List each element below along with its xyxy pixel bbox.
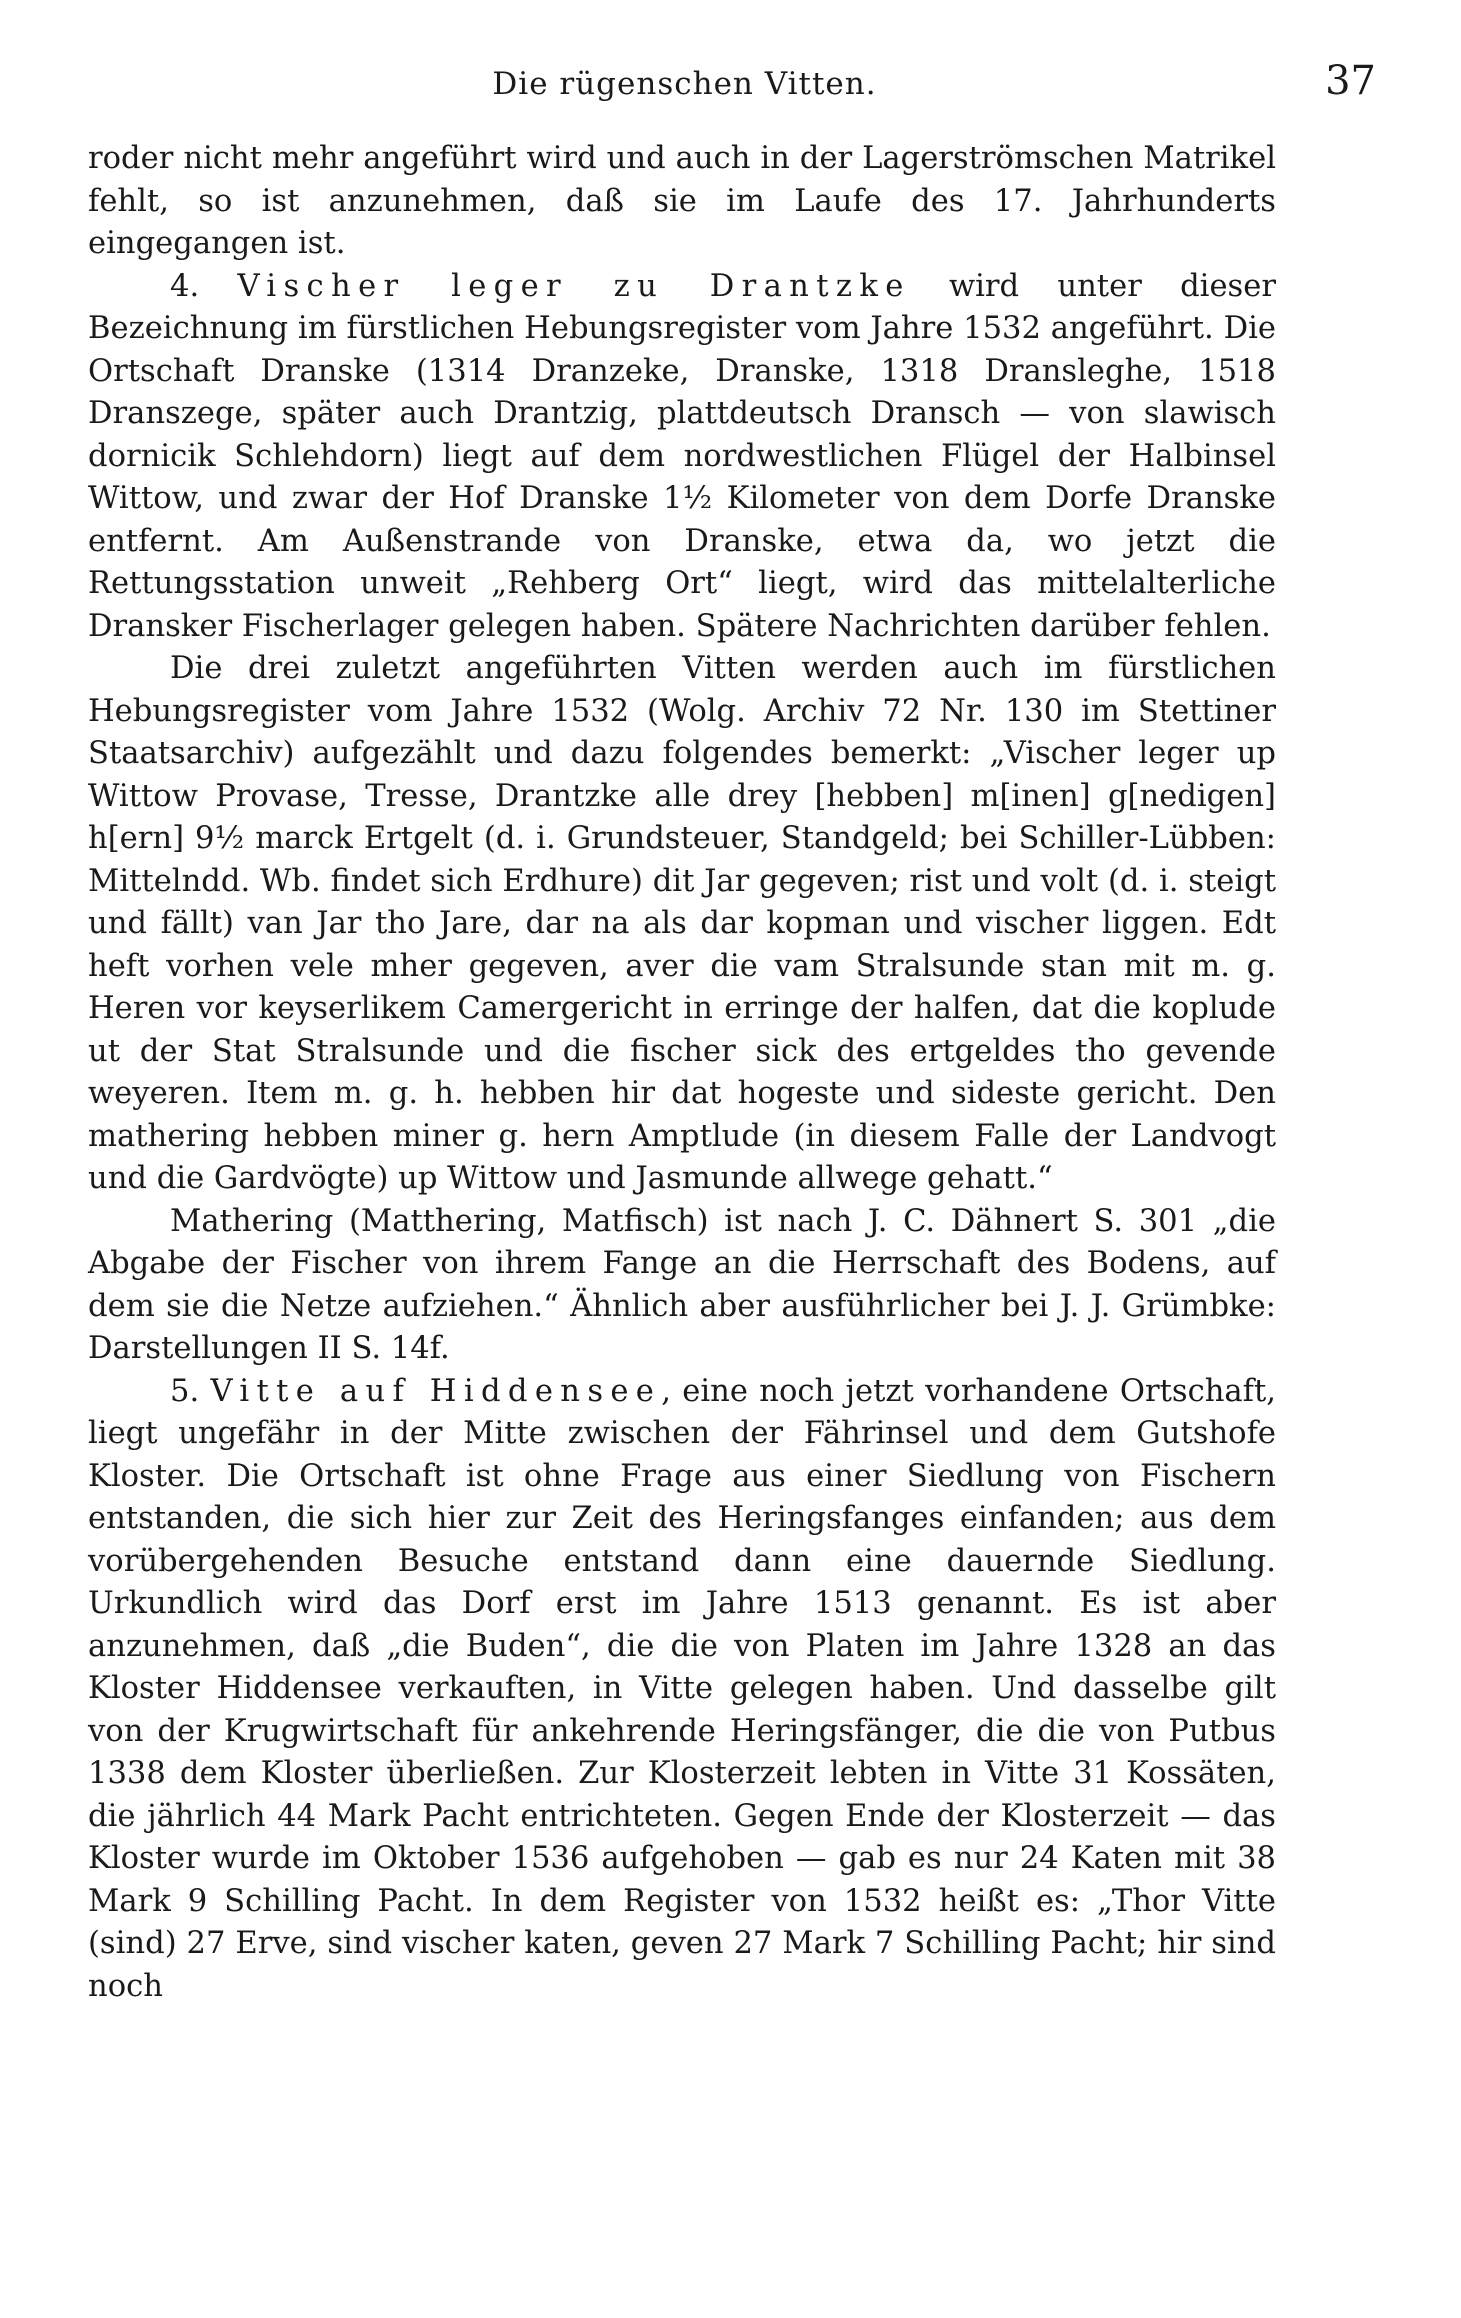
paragraph-continuation: roder nicht mehr angeführt wird und auch in der Lagerströmschen Matrikel fehlt, so ist anzunehmen, daß sie im Laufe des 17. Jahrhunderts eingegangen ist. [88,141,1276,261]
paragraph-hebungsregister-quote: Die drei zuletzt angeführten Vitten werden auch im fürstlichen Hebungsregister vom Jahre 1532 (Wolg. Archiv 72 Nr. 130 im Stettiner Staatsarchiv) aufgezählt und dazu folgendes bemerkt: „Vischer leger up Wittow Provase, Tresse, Drantzke alle drey [hebben] m[inen] g[nedigen] h[ern] 9½ marck Ertgelt (d. i. Grundsteuer, Standgeld; bei Schiller-Lübben: Mittelndd. Wb. findet sich Erdhure) dit Jar gegeven; rist und volt (d. i. steigt und fällt) van Jar tho Jare, dar na als dar kopman und vischer liggen. Edt heft vorhen vele mher gegeven, aver die vam Stralsunde stan mit m. g. Heren vor keyserlikem Camergericht in erringe der halfen, dat die koplude ut der Stat Stralsunde und die fischer sick des ertgeldes tho gevende weyeren. Item m. g. h. hebben hir dat hogeste und sideste gericht. Den mathering hebben miner g. hern Amptlude (in diesem Falle der Landvogt und die Gardvögte) up Wittow und Jasmunde allwege gehatt.“ [88,651,1276,1196]
running-head [88,58,1376,118]
item-heading: Vitte auf Hiddensee [210,1373,662,1409]
item-number: 4. [170,268,238,304]
paragraph-mathering: Mathering (Matthering, Matfisch) ist nach J. C. Dähnert S. 301 „die Abgabe der Fischer von ihrem Fange an die Herrschaft des Bodens, auf dem sie die Netze aufziehen.“ Ähnlich aber ausführlicher bei J. J. Grümbke: Darstellungen II S. 14f. [88,1203,1276,1366]
item-number: 5. [170,1373,211,1409]
body-text [88,138,1276,2008]
page-number: 37 [1325,58,1376,104]
paragraph-text: wird unter dieser Bezeichnung im fürstlichen Hebungsregister vom Jahre 1532 angeführt. Die Ortschaft Dranske (1314 Dranzeke, Dranske, 1318 Dransleghe, 1518 Dranszege, später auch Drantzig, plattdeutsch Dransch — von slawisch dornicik Schlehdorn) liegt auf dem nordwestlichen Flügel der Halbinsel Wittow, und zwar der Hof Dranske 1½ Kilometer von dem Dorfe Dranske entfernt. Am Außenstrande von Dranske, etwa da, wo jetzt die Rettungsstation unweit „Rehberg Ort“ liegt, wird das mittelalterliche Dransker Fischerlager gelegen haben. Spätere Nachrichten darüber fehlen. [88,268,1276,644]
paragraph-vitte-hiddensee [88,1371,1276,2009]
item-heading: Vischer leger zu Drantzke [237,268,911,304]
running-title: Die rügenschen Vitten. [492,66,877,102]
paragraph-vischer-leger-drantzke [88,266,1276,649]
paragraph-text: , eine noch jetzt vorhandene Ortschaft, liegt ungefähr in der Mitte zwischen der Fährinsel und dem Gutshofe Kloster. Die Ortschaft ist ohne Frage aus einer Siedlung von Fischern entstanden, die sich hier zur Zeit des Heringsfanges einfanden; aus dem vorübergehenden Besuche entstand dann eine dauernde Siedlung. Urkundlich wird das Dorf erst im Jahre 1513 genannt. Es ist aber anzunehmen, daß „die Buden“, die die von Platen im Jahre 1328 an das Kloster Hiddensee verkauften, in Vitte gelegen haben. Und dasselbe gilt von der Krugwirtschaft für ankehrende Heringsfänger, die die von Putbus 1338 dem Kloster überließen. Zur Klosterzeit lebten in Vitte 31 Kossäten, die jährlich 44 Mark Pacht entrichteten. Gegen Ende der Klosterzeit — das Kloster wurde im Oktober 1536 aufgehoben — gab es nur 24 Katen mit 38 Mark 9 Schilling Pacht. In dem Register von 1532 heißt es: „Thor Vitte (sind) 27 Erve, sind vischer katen, geven 27 Mark 7 Schilling Pacht; hir sind noch [88,1373,1276,2004]
